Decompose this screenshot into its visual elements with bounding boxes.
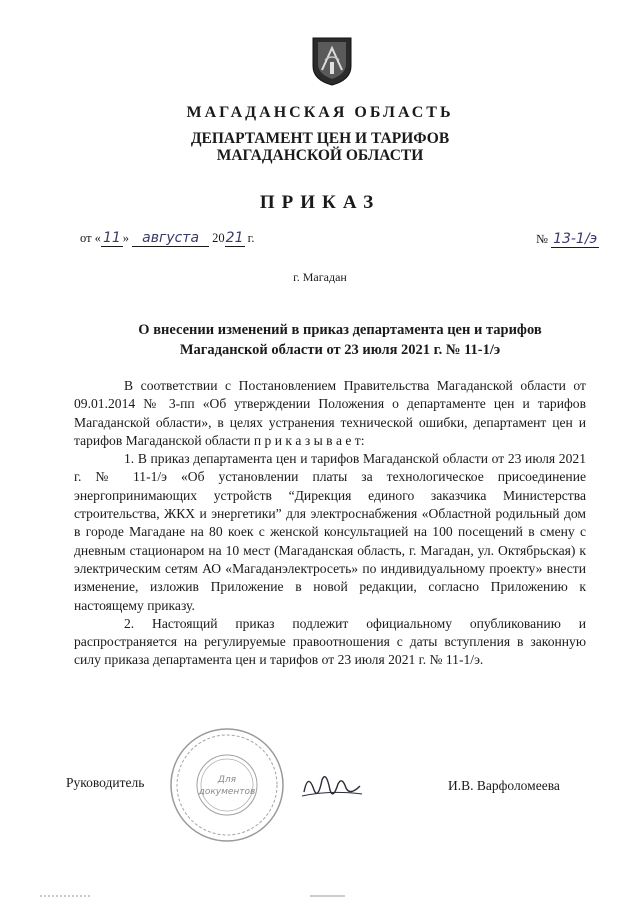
date-year-suffix: 21 [225,230,244,246]
date-month: августа [132,230,209,247]
department-heading [0,130,640,164]
handwritten-signature [300,766,364,806]
official-stamp [168,726,286,844]
subject-line-1: О внесении изменений в приказ департамента цен и тарифов [138,322,542,338]
number-prefix: № [536,232,548,246]
signatory-name: И.В. Варфоломеева [448,778,560,793]
body-paragraph-preamble: В соответствии с Постановлением Правительства Магаданской области от 09.01.2014 № 3-пп «Об утверждении Положения о департаменте цен и тарифов Магаданской области», в целях устранения технической ошибки, департамент цен и тарифов Магаданской области п р и к а з ы в а е т: [74,378,586,448]
svg-text:документов: документов [198,787,256,797]
region-heading: МАГАДАНСКАЯ ОБЛАСТЬ [186,104,454,121]
date-day: 11 [102,230,121,246]
document-title: ПРИКАЗ [259,192,381,213]
order-subject [60,320,620,360]
coat-of-arms-icon [310,36,354,86]
order-date [80,230,254,246]
date-suffix: г. [247,231,255,245]
footer-divider [0,893,640,899]
date-mid: » [122,231,130,245]
date-prefix: от « [80,231,101,245]
date-year-prefix: 20 [212,231,225,245]
city-line: г. Магадан [293,270,347,284]
signatory-position: Руководитель [66,775,145,790]
body-paragraph-item-2: 2. Настоящий приказ подлежит официальному опубликованию и распространяется на регулируемые правоотношения с даты вступления в законную силу приказа департамента цен и тарифов от 23 июля 2021 г. № 11-1/э. [74,615,586,668]
subject-line-2: Магаданской области от 23 июля 2021 г. № 11-1/э [179,342,501,358]
department-line-1: ДЕПАРТАМЕНТ ЦЕН И ТАРИФОВ [190,130,450,147]
order-body [74,377,586,670]
body-paragraph-item-1: 1. В приказ департамента цен и тарифов Магаданской области от 23 июля 2021 г. № 11-1/э «Об установлении платы за технологическое присоединение энергопринимающих устройств “Дирекция единого заказчика Министерства строительства, ЖКХ и энергетики” для электроснабжения «Областной родильный дом в городе Магадане на 80 коек с женской консультацией на 100 посещений в смену с дневным стационаром на 10 мест (Магаданская область, г. Магадан, ул. Октябрьская) к электрическим сетям АО «Магаданэлектросеть» по индивидуальному проекту» внести изменение, изложив Приложение в новой редакции, согласно Приложению к настоящему приказу. [74,451,586,613]
order-number [536,231,599,247]
department-line-2: МАГАДАНСКОЙ ОБЛАСТИ [216,147,424,164]
number-value: 13-1/э [553,231,598,247]
svg-text:Для: Для [217,775,237,785]
